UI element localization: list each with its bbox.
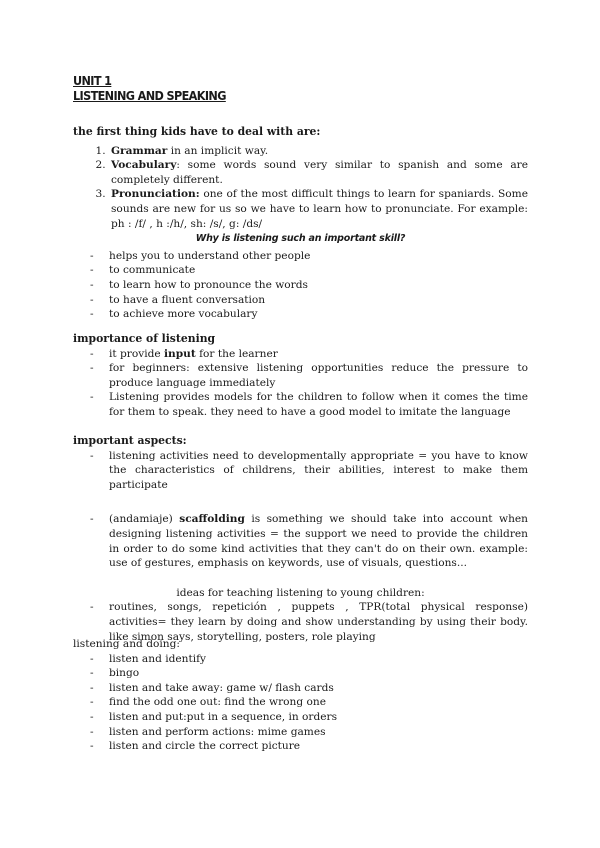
list-item: - helps you to understand other people [109,249,528,264]
unit-number: UNIT 1 [73,73,112,88]
section-important-aspects [73,434,528,644]
item-text: in an implicit way. [167,144,269,157]
item-text: for the learner [195,347,278,360]
question-heading: Why is listening such an important skill? [195,233,406,245]
list-item: - listening activities need to developmentally appropriate = you have to know the characteristics of childrens, their abilities, interest to make them participate [109,449,528,493]
list-item: - to have a fluent conversation [109,293,528,308]
list-item [109,347,528,362]
list-item: - to learn how to pronounce the words [109,278,528,293]
list-item [109,187,528,231]
list-item: - listen and identify [109,652,528,667]
list-item: - listen and perform actions: mime games [109,725,528,740]
section-heading: the first thing kids have to deal with are: [73,125,321,138]
list-item [109,158,528,187]
bullet-list [73,449,528,571]
list-item: - to communicate [109,263,528,278]
list-item: - for beginners: extensive listening opportunities reduce the pressure to produce language immediately [109,361,528,390]
term: scaffolding [179,513,245,526]
unit-title [73,73,226,103]
list-item: - find the odd one out: find the wrong one [109,695,528,710]
item-text: it provide [109,347,165,360]
list-item [109,512,528,570]
section-importance-of-listening [73,332,528,420]
bullet-list [73,652,528,754]
term: Pronunciation: [111,188,200,201]
section-listening-and-doing [73,637,528,754]
term: input [164,347,196,360]
term: Vocabulary [111,159,177,172]
list-item: - listen and put:put in a sequence, in orders [109,710,528,725]
section-heading: importance of listening [73,332,216,345]
list-item: - to achieve more vocabulary [109,307,528,322]
section-heading: listening and doing: [73,638,180,650]
section-kids-deal-with [73,125,528,322]
item-text: is something we should take into account when designing listening activities = the support we need to provide the children in order to do some kind activities that they can't do on their own. example: use of gestures, emphasis on keywords, use of visuals, questions... [109,513,528,570]
list-item: - bingo [109,666,528,681]
list-item: - routines, songs, repetición , puppets , TPR(total physical response) activities= they learn by doing and show understanding by using their body. like simon says, storytelling, posters, role playing [109,600,528,644]
bullet-list [73,347,528,420]
bullet-list [73,249,528,322]
term: Grammar [111,144,168,157]
list-item: - Listening provides models for the children to follow when it comes the time for them to speak. they need to have a good model to imitate the language [109,390,528,419]
ideas-heading: ideas for teaching listening to young children: [176,586,425,599]
item-text: : some words sound very similar to spanish and some are completely different. [111,159,528,186]
list-item: - listen and take away: game w/ flash cards [109,681,528,696]
section-heading: important aspects: [73,434,187,447]
numbered-list [73,144,528,232]
item-text: one of the most difficult things to learn for spaniards. Some sounds are new for us so we have to learn how to pronunciate. For example: ph : /f/ , h :/h/, sh: /s/, g: /ds/ [111,188,528,230]
unit-subtitle: LISTENING AND SPEAKING [73,88,226,103]
item-text: (andamiaje) [109,513,180,526]
list-item [109,144,528,159]
list-item: - listen and circle the correct picture [109,739,528,754]
